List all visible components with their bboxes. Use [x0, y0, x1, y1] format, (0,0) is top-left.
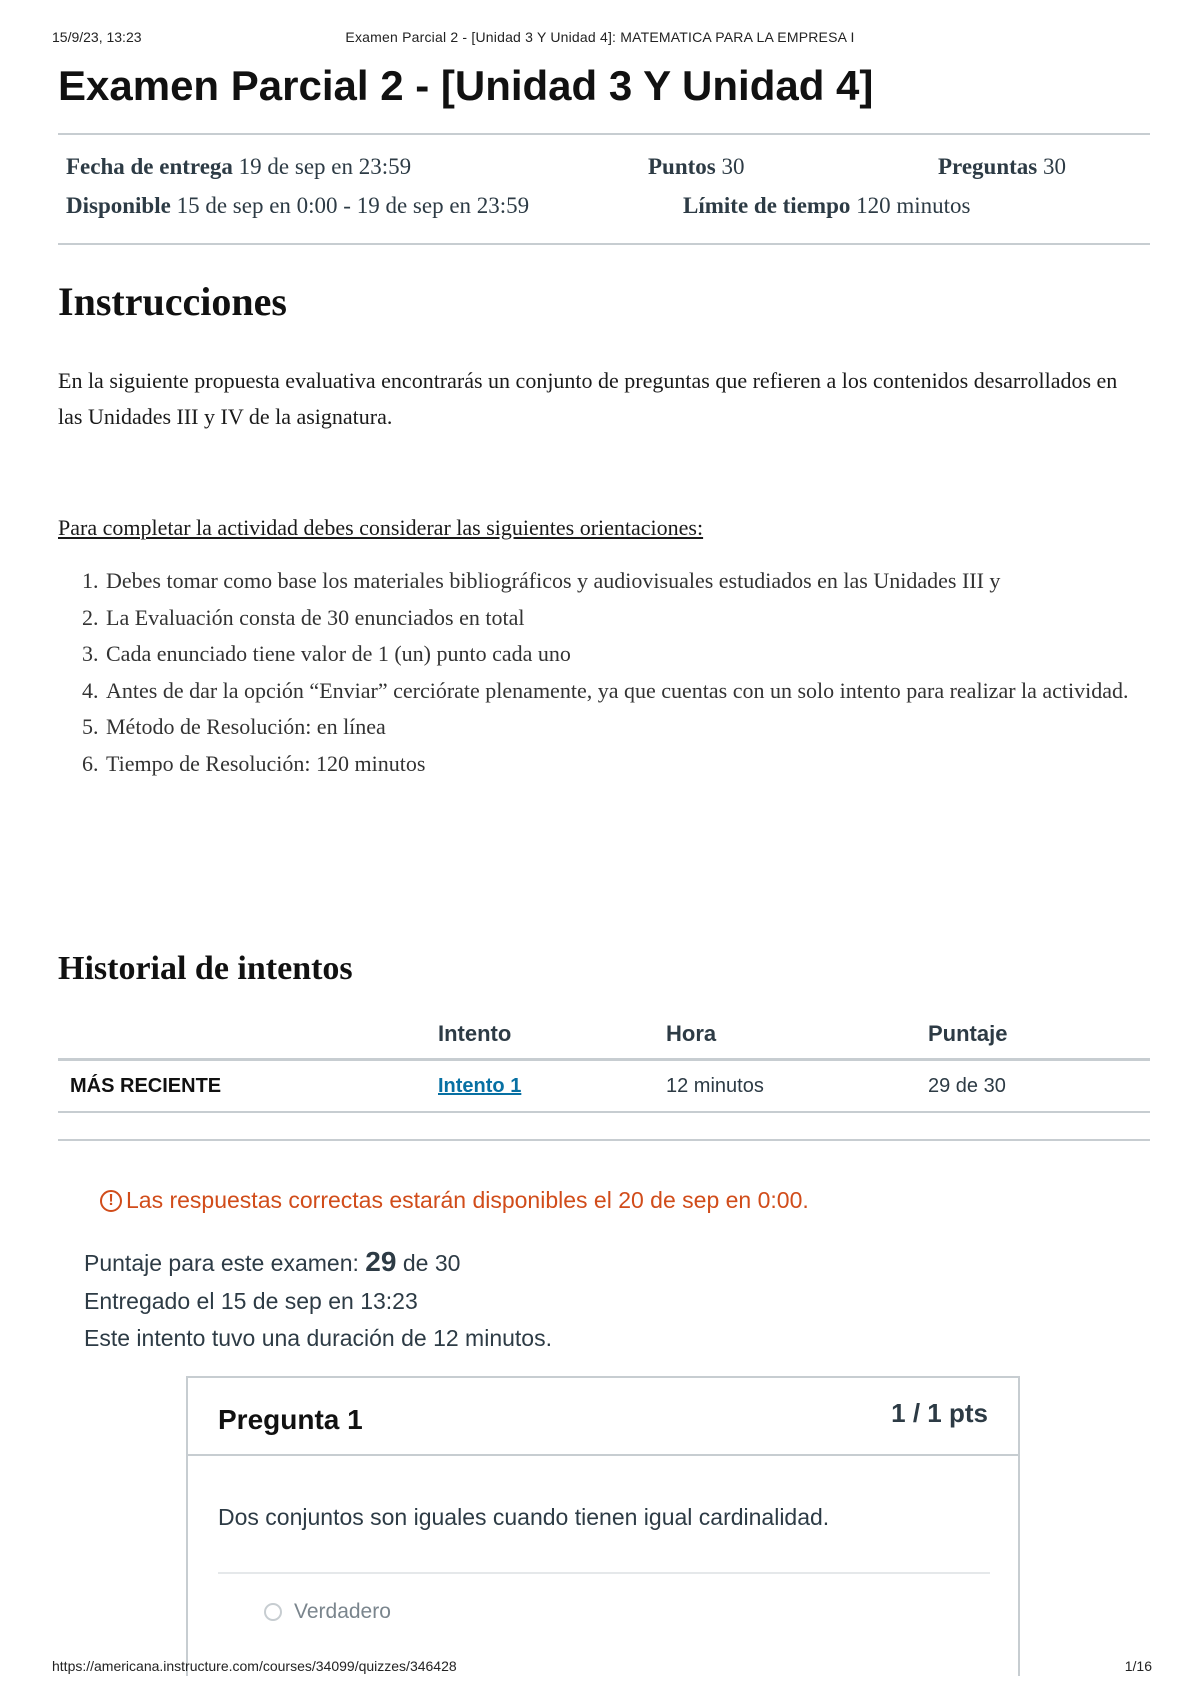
- column-header-attempt: Intento: [438, 1010, 666, 1060]
- warning-icon: !: [100, 1190, 122, 1212]
- questions-label: Preguntas: [938, 154, 1038, 179]
- history-header-row: [58, 1010, 1150, 1060]
- time-limit: [683, 193, 970, 219]
- instructions-heading: Instrucciones: [58, 279, 287, 324]
- submitted-line: Entregado el 15 de sep en 13:23: [84, 1288, 418, 1314]
- print-url: https://americana.instructure.com/courses/34099/quizzes/346428: [52, 1658, 457, 1674]
- divider: [218, 1572, 990, 1574]
- instruction-item: 6. Tiempo de Resolución: 120 minutos: [104, 746, 1194, 783]
- points-value: 30: [721, 154, 745, 179]
- timelimit-value: 120 minutos: [856, 193, 971, 218]
- divider: [58, 243, 1150, 245]
- due-value: 19 de sep en 23:59: [238, 154, 412, 179]
- answer-label: Verdadero: [294, 1600, 391, 1623]
- points-label: Puntos: [648, 154, 716, 179]
- instruction-item: 4. Antes de dar la opción “Enviar” cerciórate plenamente, ya que cuentas con un solo intento para realizar la actividad.: [104, 673, 1194, 710]
- instruction-item: 2. La Evaluación consta de 30 enunciados en total: [104, 600, 1194, 637]
- instructions-paragraph: En la siguiente propuesta evaluativa encontrarás un conjunto de preguntas que refieren a los contenidos desarrollados en las Unidades III y IV de la asignatura.: [58, 368, 1118, 429]
- score-prefix: Puntaje para este examen:: [84, 1250, 366, 1276]
- duration-line: Este intento tuvo una duración de 12 minutos.: [84, 1325, 552, 1351]
- question-text: Dos conjuntos son iguales cuando tienen igual cardinalidad.: [218, 1504, 830, 1530]
- available-label: Disponible: [66, 193, 171, 218]
- instruction-item: 5. Método de Resolución: en línea: [104, 709, 1194, 746]
- instruction-item: 3. Cada enunciado tiene valor de 1 (un) punto cada uno: [104, 636, 1194, 673]
- column-header-score: Puntaje: [928, 1010, 1150, 1060]
- page-title: Examen Parcial 2 - [Unidad 3 Y Unidad 4]: [58, 62, 874, 109]
- question-header: [188, 1378, 1018, 1456]
- orientation-intro: Para completar la actividad debes considerar las siguientes orientaciones:: [58, 515, 704, 540]
- notice-text: Las respuestas correctas estarán disponibles el 20 de sep en 0:00.: [126, 1187, 809, 1213]
- instructions-list: [58, 563, 1194, 782]
- answers-notice: [100, 1187, 809, 1214]
- question-card: [186, 1376, 1020, 1676]
- score-value: 29: [365, 1246, 397, 1277]
- available-value: 15 de sep en 0:00 - 19 de sep en 23:59: [176, 193, 530, 218]
- attempt-cell: [438, 1060, 666, 1113]
- divider: [58, 133, 1150, 135]
- print-page-number: 1/16: [1124, 1658, 1152, 1674]
- due-label: Fecha de entrega: [66, 154, 233, 179]
- column-header-empty: [58, 1010, 438, 1060]
- score-cell: 29 de 30: [928, 1060, 1150, 1113]
- score-suffix: de 30: [396, 1250, 461, 1276]
- question-title: Pregunta 1: [218, 1404, 363, 1435]
- radio-icon[interactable]: [264, 1603, 282, 1621]
- attempt-link[interactable]: Intento 1: [438, 1074, 522, 1097]
- points: [648, 154, 745, 180]
- answer-option[interactable]: [264, 1600, 391, 1624]
- timelimit-label: Límite de tiempo: [683, 193, 851, 218]
- print-datetime: 15/9/23, 13:23: [52, 29, 142, 45]
- instruction-item: 1. Debes tomar como base los materiales bibliográficos y audiovisuales estudiados en las Unidades III y: [104, 563, 1194, 600]
- questions-value: 30: [1043, 154, 1066, 179]
- print-page-title: Examen Parcial 2 - [Unidad 3 Y Unidad 4]: MATEMATICA PARA LA EMPRESA I: [345, 29, 855, 45]
- score-line: [84, 1246, 460, 1278]
- table-row: [58, 1060, 1150, 1113]
- time-cell: 12 minutos: [666, 1060, 928, 1113]
- questions-count: [938, 154, 1066, 180]
- availability: [66, 193, 529, 219]
- row-label: MÁS RECIENTE: [58, 1060, 438, 1113]
- history-table: [58, 1010, 1150, 1113]
- history-heading: Historial de intentos: [58, 950, 353, 987]
- due-date: [66, 154, 411, 180]
- question-points: 1 / 1 pts: [891, 1398, 988, 1428]
- column-header-time: Hora: [666, 1010, 928, 1060]
- divider: [58, 1139, 1150, 1141]
